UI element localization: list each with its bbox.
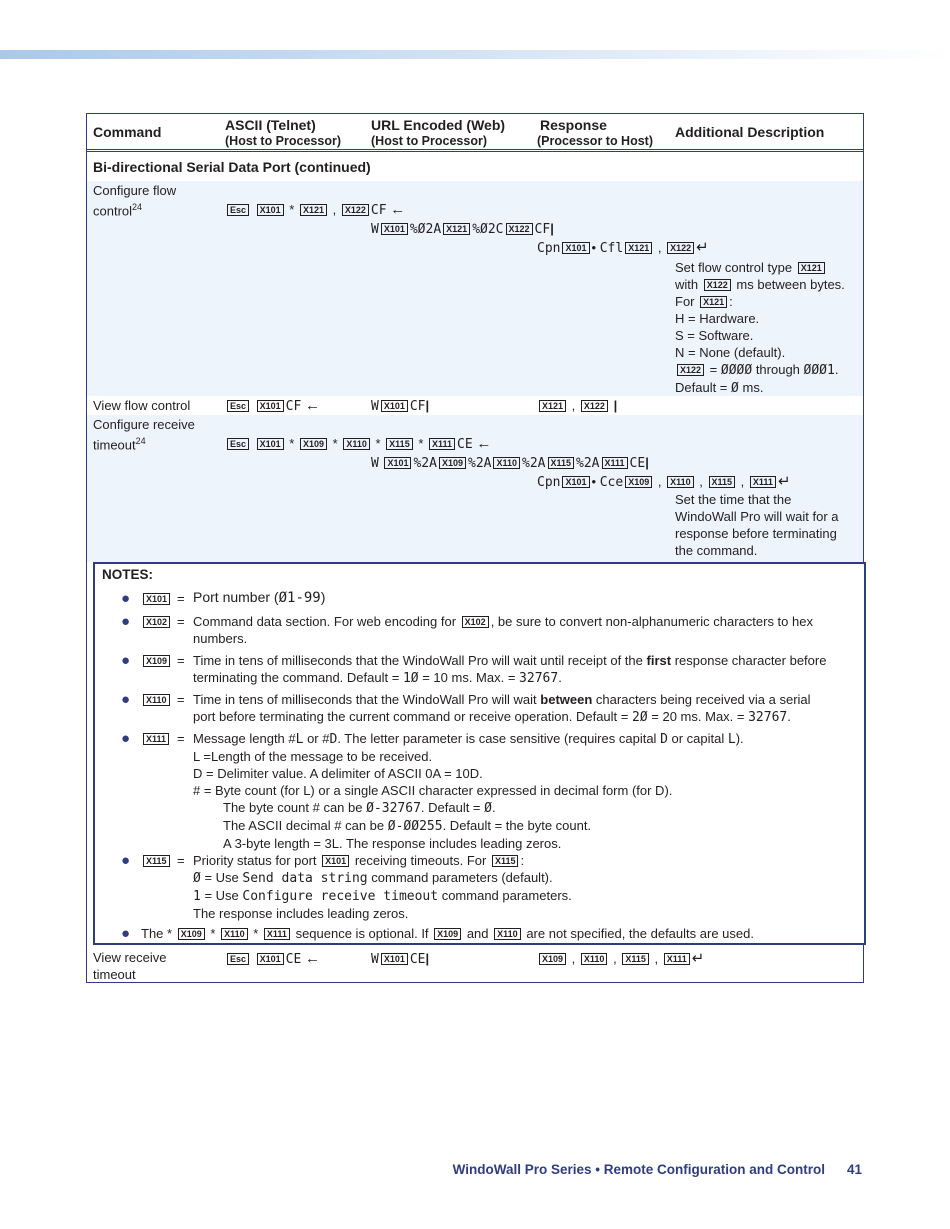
arrow-icon: ← [476, 435, 492, 452]
notes-title: NOTES: [102, 567, 154, 582]
ascii-configure-timeout: Esc X101 * X109 * X110 * X115 * X111 CE ← [225, 435, 491, 453]
row-configure-receive-timeout [87, 415, 863, 562]
row-view-flow-control [87, 396, 863, 415]
note-eq: = [177, 614, 185, 629]
notes-box [93, 562, 866, 945]
page-number: 41 [846, 1162, 862, 1177]
note-eq: = [177, 653, 185, 668]
footer-title: WindoWall Pro Series • Remote Configuration and Control [452, 1162, 825, 1177]
note-x111: X111 [141, 730, 171, 747]
note-x101: X101 [141, 590, 172, 607]
arrow-icon: ← [304, 950, 320, 967]
note-x110-text: Time in tens of milliseconds that the WindoWall Pro will wait between characters being received via a serial port before terminating the current command or receive operation. Default = 2Ø = 20 ms. Max. = 32767. [193, 692, 811, 725]
cmd-configure-flow: Configure flow control$^{24}$ [93, 183, 177, 219]
return-icon: ↵ [777, 473, 791, 490]
desc-configure-timeout: Set the time that the WindoWall Pro will wait for a response before terminating the command. [675, 492, 839, 558]
note-x102-text: Command data section. For web encoding for X102 , be sure to convert non-alphanumeric characters to hex numbers. [193, 614, 813, 646]
section-title: Bi-directional Serial Data Port (continued) [93, 159, 371, 175]
resp-view-flow: X121 , X122 | [537, 397, 617, 414]
bullet-icon: ● [121, 652, 131, 669]
url-view-timeout: W X101 CE| [371, 951, 430, 967]
note-x115-text: Priority status for port X101 receiving timeouts. For X115 : Ø = Use Send data string command parameters (default). 1 = Use Configure receive timeout command parameters. The response includes leading zeros. [193, 853, 572, 921]
row-view-receive-timeout [87, 947, 863, 983]
ascii-view-timeout: Esc X101 CE ← [225, 950, 320, 968]
note-sequence-optional: The * X109 * X110 * X111 sequence is optional. If X109 and X110 are not specified, the defaults are used. [141, 926, 754, 941]
note-x109-text: Time in tens of milliseconds that the WindoWall Pro will wait until receipt of the first response character before terminating the command. Default = 1Ø = 10 ms. Max. = 32767. [193, 653, 827, 686]
url-view-flow: W X101 CF| [371, 398, 430, 414]
note-x109: X109 [141, 652, 172, 669]
note-eq: = [177, 692, 185, 707]
arrow-icon: ← [304, 397, 320, 414]
note-x101-text: Port number (Ø1-99) [193, 589, 326, 606]
col-description-header: Additional Description [675, 124, 825, 140]
ascii-configure-flow: Esc X101 * X121 , X122 CF ← [225, 201, 405, 219]
note-eq: = [177, 591, 185, 606]
cmd-view-timeout: View receive timeout [93, 950, 167, 982]
desc-configure-flow: Set flow control type X121 with X122 ms between bytes. For X121 : H = Hardware. S = Software. N = None (default). X122 = ØØØØ through ØØØ1. Default = Ø ms. [675, 260, 845, 396]
command-table [86, 113, 864, 983]
arrow-icon: ← [390, 201, 406, 218]
note-x115: X115 [141, 852, 172, 869]
note-x111-text: Message length #L or #D. The letter parameter is case sensitive (requires capital D or capital L). L =Length of the message to be received. D = Delimiter value. A delimiter of ASCII 0A = 10D. # = Byte count (for L) or a single ASCII character expressed in decimal form (for D). The byte count # can be Ø-32767. Default = Ø. The ASCII decimal # can be Ø-ØØ255. Default = the byte count. A 3-byte length = 3L. The response includes leading zeros. [193, 731, 744, 851]
bullet-icon: ● [121, 852, 131, 869]
ascii-view-flow: Esc X101 CF ← [225, 397, 320, 415]
resp-configure-flow: Cpn X101 • Cfl X121 , X122 ↵ [537, 239, 709, 256]
cmd-configure-timeout: Configure receive timeout$^{24}$ [93, 417, 195, 453]
section-row [87, 154, 863, 182]
bullet-icon: ● [121, 613, 131, 630]
col-url-header: URL Encoded (Web) (Host to Processor) [371, 117, 506, 148]
note-eq: = [177, 731, 185, 746]
url-configure-flow: W X101 %Ø2A X121 %Ø2C X122 CF| [371, 221, 554, 237]
col-ascii-header: ASCII (Telnet) (Host to Processor) [225, 117, 341, 148]
page-footer [453, 1162, 862, 1177]
return-icon: ↵ [691, 950, 705, 967]
bullet-icon: ● [121, 730, 131, 747]
return-icon: ↵ [696, 239, 709, 256]
table-header [87, 114, 863, 152]
col-response-header: Response (Processor to Host) [537, 117, 653, 148]
resp-configure-timeout: Cpn X101 • Cce X109 , X110 , X115 , X111 ↵ [537, 473, 791, 490]
bullet-icon: ● [121, 590, 131, 607]
row-configure-flow-control [87, 181, 863, 396]
resp-view-timeout: X109 , X110 , X115 , X111 ↵ [537, 950, 704, 967]
col-command-header: Command [93, 124, 162, 140]
header-gradient-bar [0, 50, 950, 59]
note-eq: = [177, 853, 185, 868]
bullet-icon: ● [121, 691, 131, 708]
note-x102: X102 [141, 613, 172, 630]
cmd-view-flow: View flow control [93, 398, 191, 413]
url-configure-timeout: W X101 %2A X109 %2A X110 %2A X115 %2A X111 CE| [371, 455, 649, 471]
bullet-icon: ● [121, 925, 131, 942]
note-x110: X110 [141, 691, 172, 708]
